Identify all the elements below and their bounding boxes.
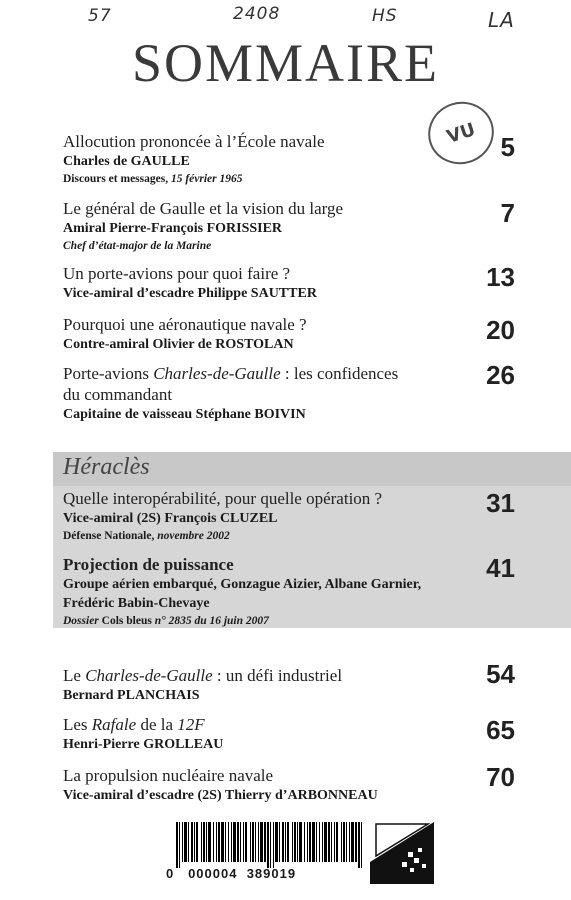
barcode-bar	[264, 822, 266, 862]
barcode-digits: 0 000004 389019	[166, 866, 297, 881]
barcode-bar	[282, 822, 284, 862]
entry-author: Vice-amiral d’escadre Philippe SAUTTER	[63, 286, 317, 301]
barcode-bar	[184, 822, 187, 862]
toc-entry	[63, 554, 503, 630]
page-number: 31	[486, 488, 515, 518]
entry-source: Chef d’état-major de la Marine	[63, 240, 212, 252]
page-number: 7	[500, 198, 515, 228]
barcode-bar	[351, 822, 354, 862]
barcode-bar	[233, 822, 236, 862]
barcode-bar	[349, 822, 350, 862]
entry-title: Projection de puissance	[63, 555, 234, 574]
entry-title: Un porte-avions pour quoi faire ?	[63, 264, 291, 283]
barcode-bar	[231, 822, 232, 862]
barcode-bar	[196, 822, 198, 862]
entry-author: Amiral Pierre-François FORISSIER	[63, 221, 283, 236]
entry-author: Charles de GAULLE	[63, 154, 190, 169]
barcode-bar	[355, 822, 357, 862]
barcode-bar	[304, 822, 305, 862]
handwritten-mark: HS	[372, 6, 398, 26]
barcode-bar	[279, 822, 280, 862]
barcode-bar	[252, 822, 254, 862]
barcode-bar	[216, 822, 217, 862]
page-number: 13	[486, 262, 515, 292]
barcode-bar	[331, 822, 332, 862]
entry-source: Dossier Cols bleus n° 2835 du 16 juin 2007	[63, 615, 269, 627]
barcode-bar	[250, 822, 251, 862]
barcode-bar	[285, 822, 286, 862]
barcode-bar	[208, 822, 211, 862]
barcode-bar	[179, 822, 180, 868]
handwritten-mark: LA	[488, 8, 515, 32]
barcode-bar	[273, 822, 274, 868]
barcode-bar	[191, 822, 193, 862]
page-number: 20	[486, 315, 515, 345]
toc-entry	[63, 314, 483, 354]
page-number: 65	[486, 715, 515, 745]
page-number: 54	[486, 659, 515, 689]
entry-title: Les Rafale de la 12F	[63, 715, 205, 734]
page-title: SOMMAIRE	[131, 33, 440, 93]
entry-title: Le Charles-de-Gaulle : un défi industriel	[63, 666, 343, 685]
entry-author-line2: Frédéric Babin-Chevaye	[63, 596, 210, 611]
barcode-bar	[258, 822, 259, 862]
publisher-logo	[370, 822, 434, 884]
barcode-bar	[188, 822, 189, 862]
barcode-bar	[260, 822, 263, 862]
toc-entry	[63, 263, 483, 303]
entry-title: Porte-avions Charles-de-Gaulle : les confidences	[63, 364, 399, 383]
entry-author: Vice-amiral (2S) François CLUZEL	[63, 511, 278, 526]
barcode-bar	[225, 822, 226, 862]
barcode-bar	[287, 822, 289, 862]
entry-title: La propulsion nucléaire navale	[63, 766, 274, 785]
barcode-bar	[201, 822, 202, 862]
barcode-bar	[255, 822, 256, 862]
entry-source: Défense Nationale, novembre 2002	[63, 530, 230, 542]
handwritten-mark: 2408	[233, 4, 281, 24]
barcode-bar	[328, 822, 330, 862]
entry-author: Capitaine de vaisseau Stéphane BOIVIN	[63, 407, 306, 422]
barcode-bar	[336, 822, 338, 862]
barcode-bar	[206, 822, 207, 862]
barcode-bar	[309, 822, 311, 862]
barcode-bar	[213, 822, 214, 862]
barcode-bar	[228, 822, 229, 862]
toc-entry	[63, 488, 483, 545]
entry-author: Bernard PLANCHAIS	[63, 688, 200, 703]
page-number: 26	[486, 360, 515, 390]
barcode-bar	[218, 822, 220, 862]
barcode-bar	[307, 822, 308, 862]
toc-entry	[63, 363, 483, 424]
entry-title: Allocution prononcée à l’École navale	[63, 132, 325, 151]
page-number: 5	[500, 132, 515, 162]
toc-entry	[63, 665, 483, 705]
barcode-bar	[319, 822, 320, 862]
vu-stamp: VU	[420, 93, 502, 172]
section-title: Héraclès	[63, 454, 150, 480]
barcode-bar	[312, 822, 315, 862]
barcode-bar	[297, 822, 298, 862]
barcode-bar	[275, 822, 278, 862]
page-number: 41	[486, 553, 515, 583]
barcode-bar	[341, 822, 342, 862]
barcode-bar	[358, 822, 360, 868]
entry-title: Le général de Gaulle et la vision du large	[63, 199, 344, 218]
page-number: 70	[486, 762, 515, 792]
barcode-bar	[343, 822, 345, 862]
toc-entry	[63, 765, 503, 805]
barcode-bar	[221, 822, 224, 862]
barcode-bar	[292, 822, 293, 862]
entry-source: Discours et messages, 15 février 1965	[63, 173, 243, 185]
barcode-bar	[334, 822, 335, 862]
barcode-bar	[322, 822, 323, 862]
entry-title-line2: du commandant	[63, 385, 173, 404]
entry-author: Contre-amiral Olivier de ROSTOLAN	[63, 337, 294, 352]
entry-author: Vice-amiral d’escadre (2S) Thierry d’ARBONNEAU	[63, 788, 378, 803]
barcode-bar	[237, 822, 239, 862]
barcode-bar	[294, 822, 296, 862]
barcode-bar	[267, 822, 269, 868]
handwritten-mark: 57	[88, 6, 112, 26]
barcode-bar	[182, 822, 183, 862]
entry-author: Groupe aérien embarqué, Gonzague Aizier, Albane Garnier,	[63, 577, 422, 592]
entry-title: Pourquoi une aéronautique navale ?	[63, 315, 307, 334]
barcode-bar	[346, 822, 347, 862]
barcode-bar	[270, 822, 271, 868]
barcode-bar	[361, 822, 362, 868]
barcode-bar	[316, 822, 317, 862]
barcode-bar	[203, 822, 205, 862]
barcode-bar	[194, 822, 195, 862]
barcode-bar	[324, 822, 327, 862]
barcode-bar	[299, 822, 302, 862]
entry-author: Henri-Pierre GROLLEAU	[63, 737, 224, 752]
barcode-bar	[176, 822, 178, 868]
barcode-bar	[240, 822, 241, 862]
toc-entry	[63, 198, 483, 255]
toc-entry	[63, 714, 483, 754]
barcode-bar	[243, 822, 244, 862]
entry-title: Quelle interopérabilité, pour quelle opération ?	[63, 489, 383, 508]
toc-entry	[63, 131, 483, 188]
barcode-bar	[245, 822, 247, 862]
